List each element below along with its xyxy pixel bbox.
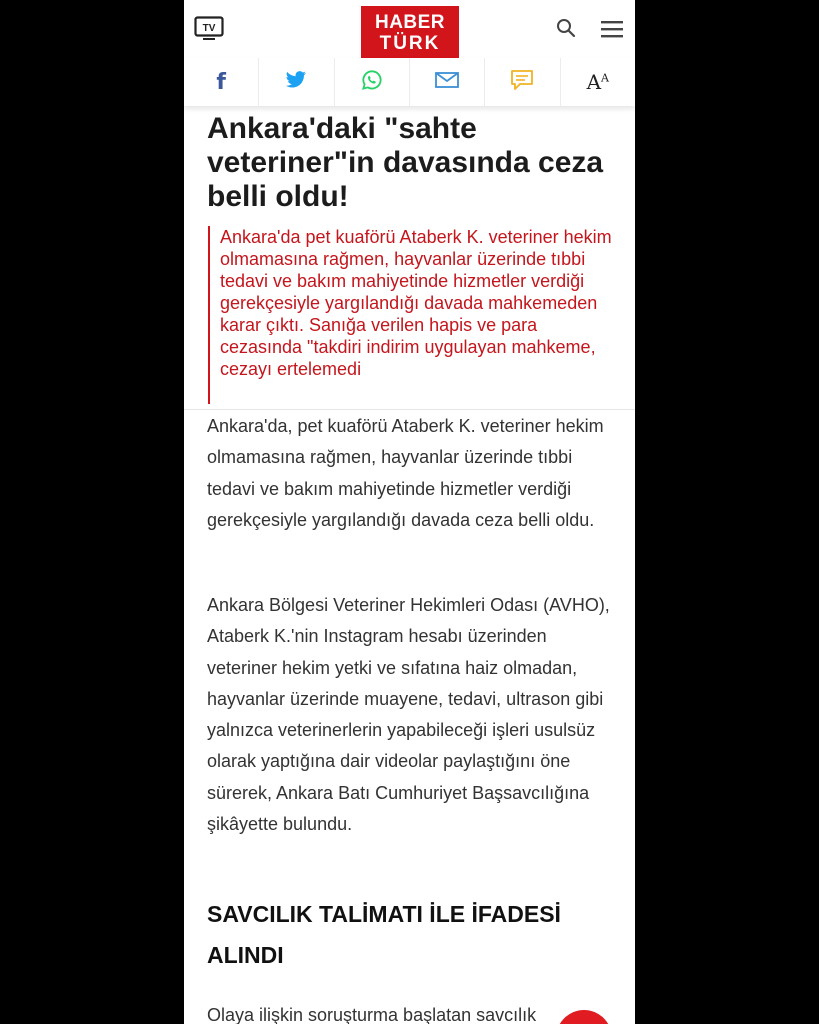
svg-text:TV: TV <box>202 23 216 34</box>
hamburger-menu-icon[interactable] <box>600 19 624 39</box>
share-whatsapp-button[interactable] <box>335 58 410 106</box>
twitter-icon <box>285 71 307 94</box>
article-spot-summary: Ankara'da pet kuaförü Ataberk K. veteriner hekim olmamasına rağmen, hayvanlar üzerinde tıbbi tedavi ve bakım mahiyetinde hizmetler verdiği gerekçesiyle yargılandığı davada mahkemeden karar çıktı. Sanığa verilen hapis ve para cezasında "takdiri indirim uygulayan mahkeme, cezayı ertelemedi <box>208 226 614 404</box>
font-size-button[interactable] <box>561 58 635 106</box>
search-icon[interactable] <box>556 18 576 38</box>
whatsapp-icon <box>361 69 383 96</box>
comments-button[interactable] <box>485 58 560 106</box>
article-paragraph-1: Ankara'da, pet kuaförü Ataberk K. veteriner hekim olmamasına rağmen, hayvanlar üzerinde tıbbi tedavi ve bakım mahiyetinde hizmetler verdiği gerekçesiyle yargılandığı davada ceza belli oldu. <box>207 416 604 530</box>
haberturk-logo[interactable] <box>361 6 459 58</box>
phone-screen <box>184 0 635 1024</box>
font-size-icon: $A^A$ <box>586 70 609 94</box>
share-bar <box>184 58 635 106</box>
share-email-button[interactable] <box>410 58 485 106</box>
article-title: Ankara'daki "sahte veteriner"in davasında ceza belli oldu! <box>207 112 604 213</box>
article-paragraph-2: Ankara Bölgesi Veteriner Hekimleri Odası (AVHO), Ataberk K.'nin Instagram hesabı üzerinden veteriner hekim yetki ve sıfatına haiz olmadan, hayvanlar üzerinde muayene, tedavi, ultrason gibi yalnızca veterinerlerin yapabileceği işleri usulsüz olarak yaptığına dair videolar paylaştığını öne sürerek, Ankara Batı Cumhuriyet Başsavcılığına şikâyette bulundu. <box>207 595 610 835</box>
article-subheading: SAVCILIK TALİMATI İLE İFADESİ ALINDI <box>207 901 561 968</box>
logo-text-line2: TÜRK <box>379 33 441 54</box>
share-facebook-button[interactable] <box>184 58 259 106</box>
tv-icon[interactable] <box>194 16 224 40</box>
logo-text-line1: HABER <box>374 12 446 33</box>
divider <box>184 409 635 410</box>
top-navigation-bar <box>184 0 635 59</box>
mail-icon <box>435 72 459 93</box>
comment-icon <box>510 69 534 96</box>
facebook-icon: f <box>216 69 226 95</box>
share-twitter-button[interactable] <box>259 58 334 106</box>
article-paragraph-3: Olaya ilişkin soruşturma başlatan savcılık <box>207 1005 537 1024</box>
